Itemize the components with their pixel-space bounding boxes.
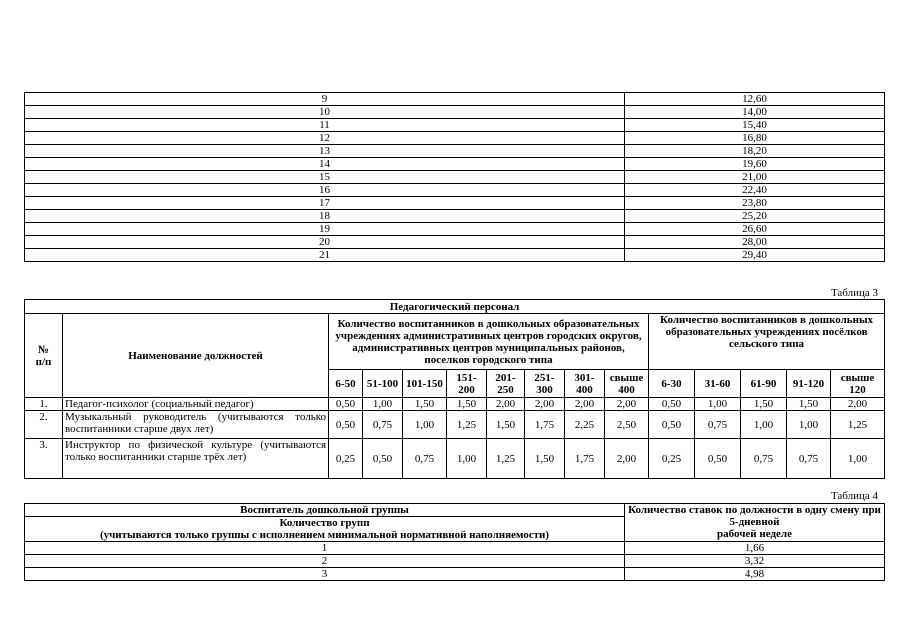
row-number: 11 [25, 119, 625, 132]
urban-range-header: 251- 300 [525, 370, 565, 398]
urban-range-header: 6-50 [329, 370, 363, 398]
row-rate: 14,00 [625, 106, 885, 119]
rural-range-header: 91-120 [787, 370, 831, 398]
t4-left-header-1: Воспитатель дошкольной группы [25, 504, 625, 517]
table-row [25, 236, 885, 249]
staff-rate: 0,50 [363, 439, 403, 479]
row-number: 13 [25, 145, 625, 158]
table3-caption: Таблица 3 [830, 287, 878, 299]
row-rate: 19,60 [625, 158, 885, 171]
staff-rate: 1,00 [741, 411, 787, 439]
staff-rate: 1,00 [831, 439, 885, 479]
table-row [25, 210, 885, 223]
urban-range-header: 101-150 [403, 370, 447, 398]
staff-rate: 0,50 [649, 398, 695, 411]
urban-group-header: Количество воспитанников в дошкольных образовательных учреждениях административных центров городских округов, административных центров муниципальных районов, поселков городского типа [329, 314, 649, 370]
rate-count: 1,66 [625, 542, 885, 555]
staff-rate: 0,50 [649, 411, 695, 439]
row-number: 3. [25, 439, 63, 479]
col-number-header: № п/п [25, 314, 63, 398]
pedagogical-staff-table [24, 299, 885, 479]
row-number: 10 [25, 106, 625, 119]
staff-rate: 1,25 [831, 411, 885, 439]
row-rate: 29,40 [625, 249, 885, 262]
staff-rate: 2,00 [487, 398, 525, 411]
table-row [25, 145, 885, 158]
table-row [25, 223, 885, 236]
row-rate: 26,60 [625, 223, 885, 236]
staff-rate: 1,00 [403, 411, 447, 439]
row-number: 14 [25, 158, 625, 171]
staff-rate: 0,25 [329, 439, 363, 479]
rural-range-header: свыше 120 [831, 370, 885, 398]
table-row [25, 542, 885, 555]
row-rate: 15,40 [625, 119, 885, 132]
staff-rate: 0,50 [329, 398, 363, 411]
staff-rate: 1,75 [525, 411, 565, 439]
table-row [25, 132, 885, 145]
row-rate: 18,20 [625, 145, 885, 158]
staff-rate: 2,50 [605, 411, 649, 439]
table-row [25, 398, 885, 411]
rate-count: 4,98 [625, 568, 885, 581]
table-row [25, 106, 885, 119]
row-number: 18 [25, 210, 625, 223]
row-number: 17 [25, 197, 625, 210]
staff-rate: 1,00 [363, 398, 403, 411]
row-number: 12 [25, 132, 625, 145]
row-rate: 28,00 [625, 236, 885, 249]
staff-rate: 1,25 [487, 439, 525, 479]
staff-rate: 2,00 [565, 398, 605, 411]
rates-table-top [24, 92, 885, 262]
staff-rate: 0,75 [787, 439, 831, 479]
row-number: 1. [25, 398, 63, 411]
rural-range-header: 6-30 [649, 370, 695, 398]
staff-rate: 2,00 [605, 439, 649, 479]
rural-range-header: 61-90 [741, 370, 787, 398]
row-rate: 16,80 [625, 132, 885, 145]
staff-rate: 0,75 [403, 439, 447, 479]
row-number: 15 [25, 171, 625, 184]
table-row [25, 158, 885, 171]
urban-range-header: 201- 250 [487, 370, 525, 398]
staff-rate: 1,50 [525, 439, 565, 479]
rural-group-header: Количество воспитанников в дошкольных образовательных учреждениях посёлков сельского типа [649, 314, 885, 370]
row-rate: 22,40 [625, 184, 885, 197]
staff-rate: 0,75 [363, 411, 403, 439]
staff-rate: 1,50 [487, 411, 525, 439]
table-row [25, 184, 885, 197]
group-count: 1 [25, 542, 625, 555]
staff-rate: 1,50 [787, 398, 831, 411]
group-count: 3 [25, 568, 625, 581]
t4-right-header: Количество ставок по должности в одну смену при 5-дневной рабочей неделе [625, 504, 885, 542]
position-name: Педагог-психолог (социальный педагог) [63, 398, 329, 411]
row-rate: 23,80 [625, 197, 885, 210]
table3-title: Педагогический персонал [25, 300, 885, 314]
group-teacher-table [24, 503, 885, 581]
position-name: Инструктор по физической культуре (учитываются только воспитанники старше трёх лет) [63, 439, 329, 479]
staff-rate: 1,50 [741, 398, 787, 411]
row-number: 21 [25, 249, 625, 262]
staff-rate: 1,75 [565, 439, 605, 479]
row-number: 19 [25, 223, 625, 236]
urban-range-header: 301- 400 [565, 370, 605, 398]
staff-rate: 0,50 [695, 439, 741, 479]
table-row [25, 119, 885, 132]
staff-rate: 0,75 [741, 439, 787, 479]
group-count: 2 [25, 555, 625, 568]
staff-rate: 1,25 [447, 411, 487, 439]
table-row [25, 171, 885, 184]
table-row [25, 93, 885, 106]
table4-caption: Таблица 4 [830, 490, 878, 502]
staff-rate: 1,50 [403, 398, 447, 411]
staff-rate: 2,25 [565, 411, 605, 439]
urban-range-header: 151-200 [447, 370, 487, 398]
staff-rate: 1,00 [787, 411, 831, 439]
table-row [25, 411, 885, 439]
row-number: 2. [25, 411, 63, 439]
staff-rate: 1,00 [695, 398, 741, 411]
row-rate: 12,60 [625, 93, 885, 106]
staff-rate: 1,00 [447, 439, 487, 479]
staff-rate: 0,75 [695, 411, 741, 439]
staff-rate: 2,00 [525, 398, 565, 411]
position-name: Музыкальный руководитель (учитываются только воспитанники старше двух лет) [63, 411, 329, 439]
row-number: 20 [25, 236, 625, 249]
table-row [25, 249, 885, 262]
t4-left-header-3: (учитываются только группы с исполнением минимальной нормативной наполняемости) [25, 529, 625, 542]
table-row [25, 439, 885, 479]
urban-range-header: свыше 400 [605, 370, 649, 398]
row-rate: 25,20 [625, 210, 885, 223]
table-row [25, 555, 885, 568]
urban-range-header: 51-100 [363, 370, 403, 398]
row-number: 16 [25, 184, 625, 197]
staff-rate: 2,00 [605, 398, 649, 411]
table-row [25, 568, 885, 581]
rural-range-header: 31-60 [695, 370, 741, 398]
col-position-header: Наименование должностей [63, 314, 329, 398]
t4-left-header-2: Количество групп [25, 517, 625, 530]
staff-rate: 0,50 [329, 411, 363, 439]
staff-rate: 2,00 [831, 398, 885, 411]
table-row [25, 197, 885, 210]
staff-rate: 0,25 [649, 439, 695, 479]
rate-count: 3,32 [625, 555, 885, 568]
row-number: 9 [25, 93, 625, 106]
staff-rate: 1,50 [447, 398, 487, 411]
row-rate: 21,00 [625, 171, 885, 184]
